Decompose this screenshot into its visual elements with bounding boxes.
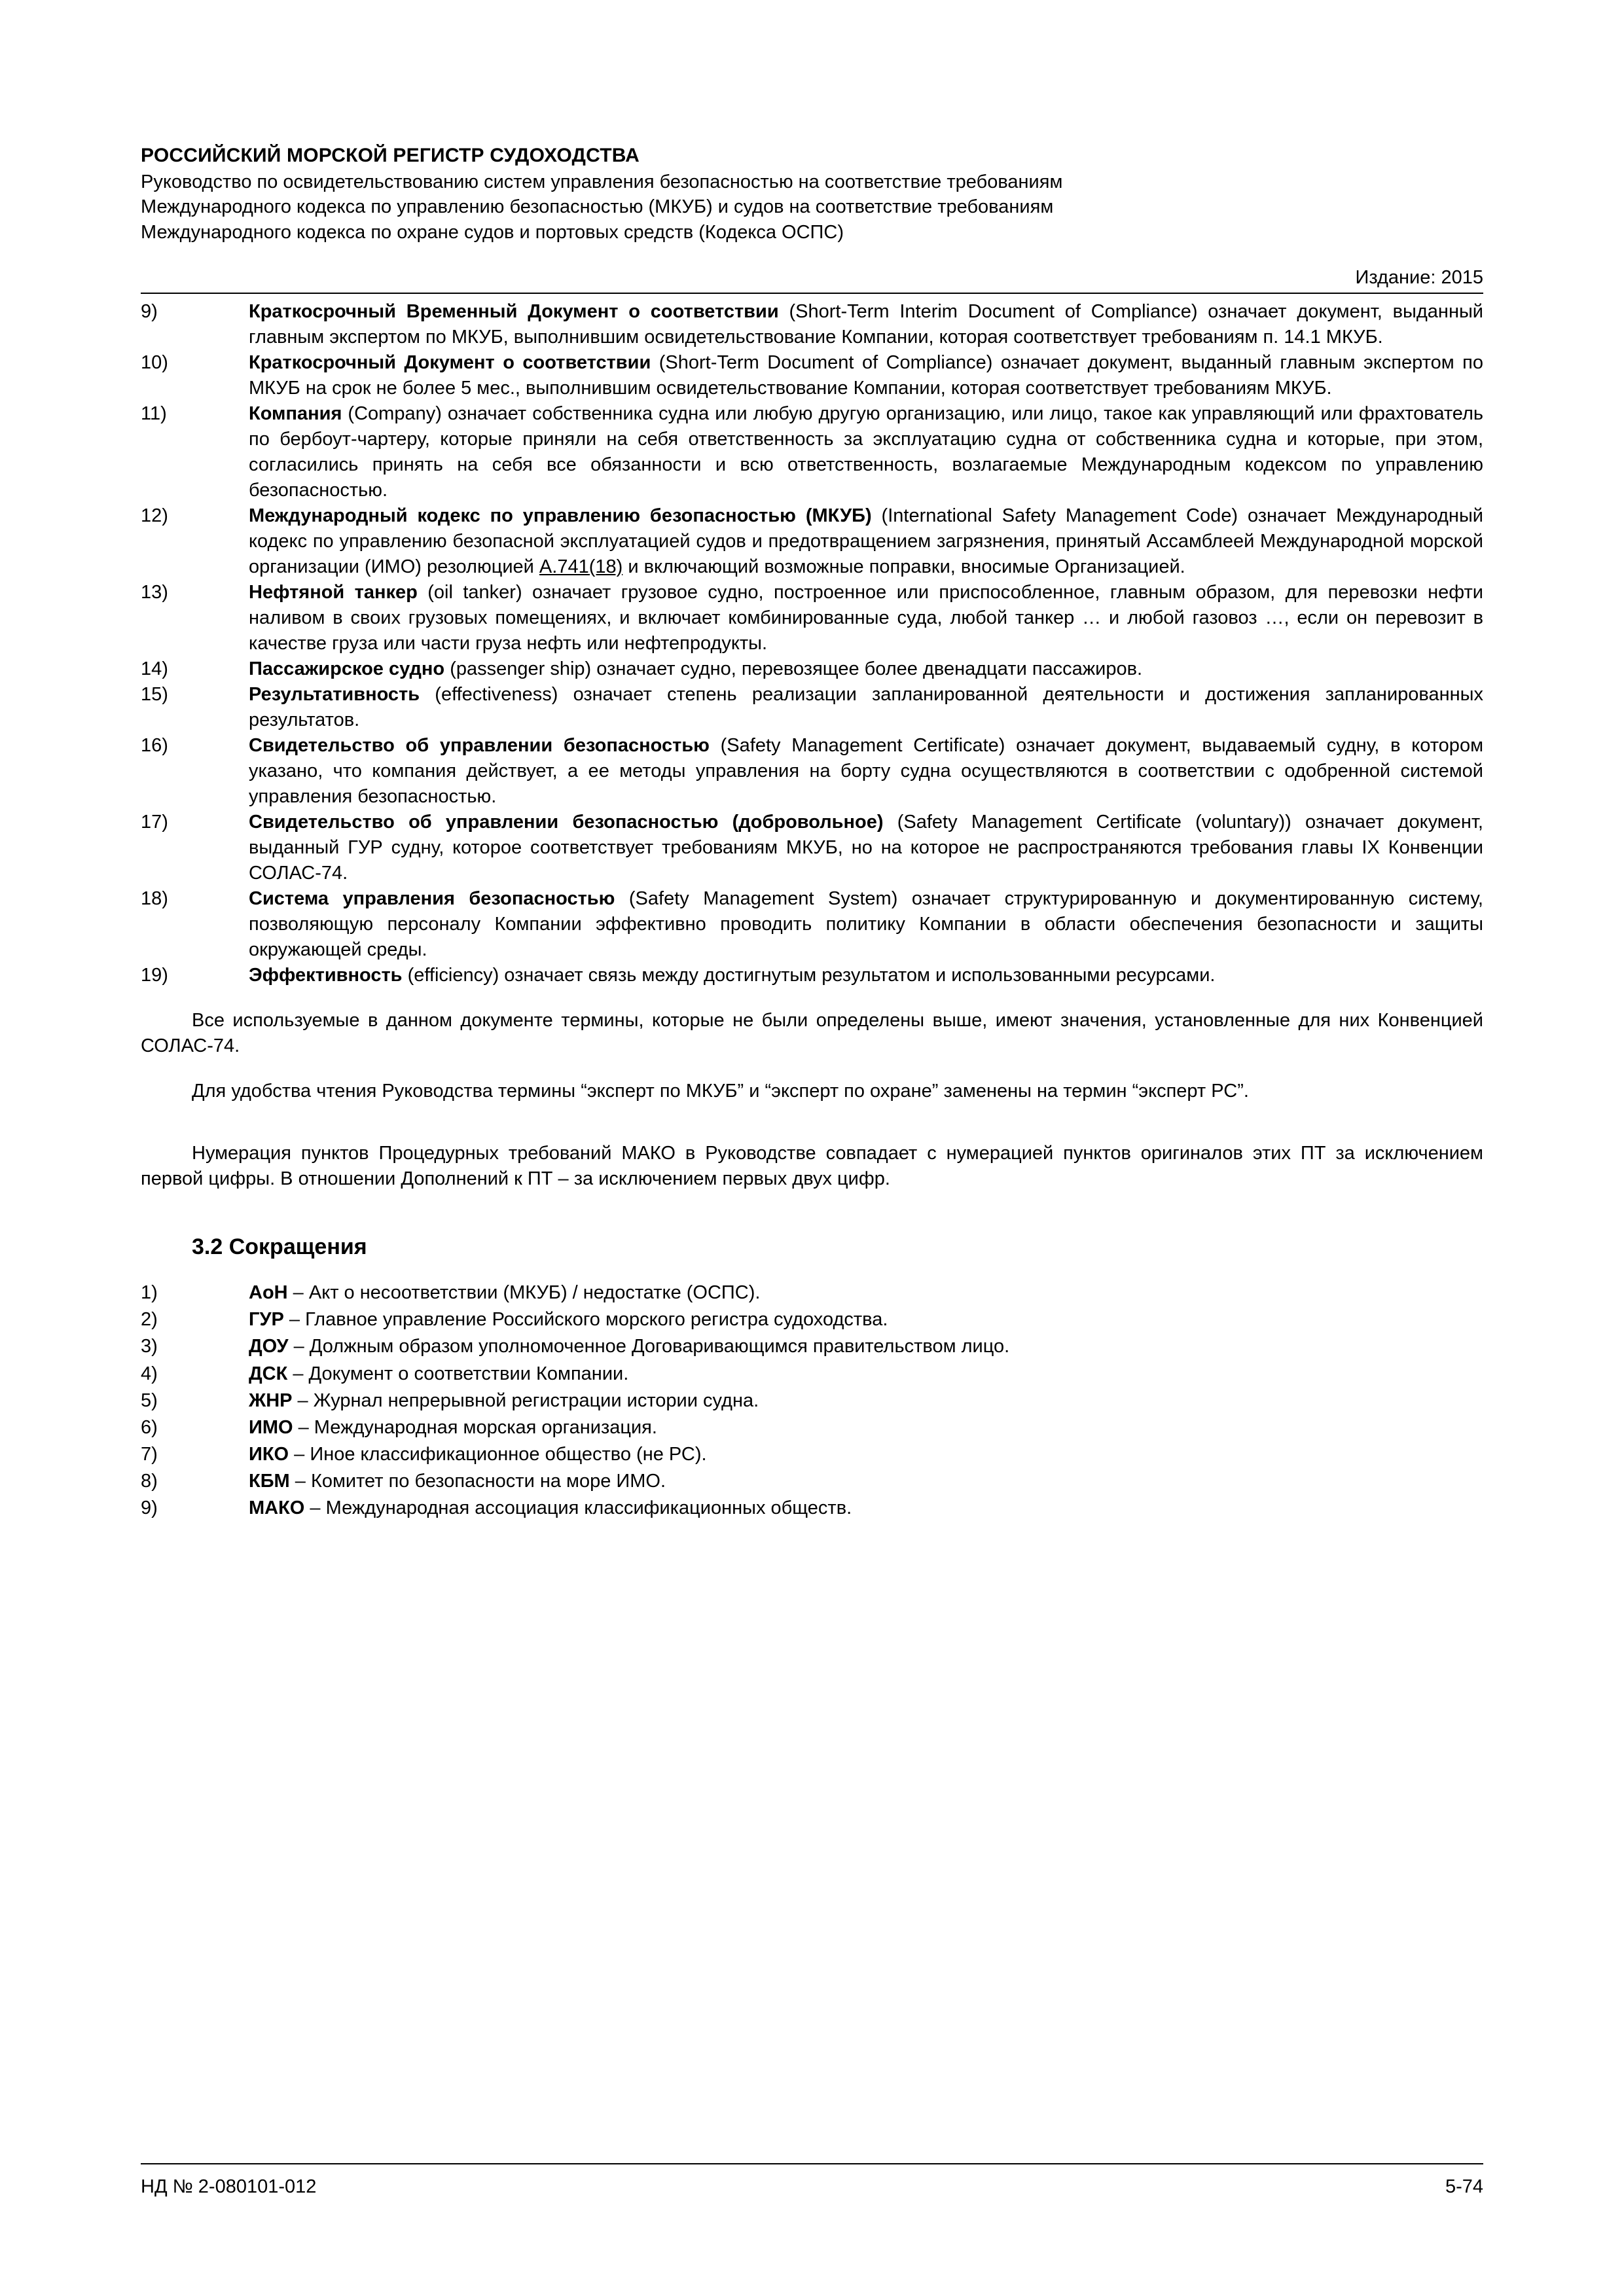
abbreviation-code: ГУР bbox=[249, 1309, 284, 1331]
abbreviation-meaning: – Журнал непрерывной регистрации истории судна. bbox=[292, 1390, 759, 1411]
footer-divider bbox=[141, 2163, 1483, 2164]
definition-body: (Safety Management System) означает структурированную и документированную систему, позволяющую персоналу Компании эффективно проводить политику Компании в области обеспечения безопасности и защиты окружающей среды. bbox=[249, 888, 1483, 960]
header-divider bbox=[141, 293, 1483, 294]
abbreviation-text bbox=[249, 1468, 1483, 1495]
definition-body: (passenger ship) означает судно, перевозящее более двенадцати пассажиров. bbox=[444, 658, 1143, 679]
definition-term: Краткосрочный Документ о соответствии bbox=[249, 351, 651, 373]
abbreviation-code: КБМ bbox=[249, 1471, 290, 1492]
abbreviation-text bbox=[249, 1414, 1483, 1441]
definition-item bbox=[141, 503, 1483, 580]
definition-body: (Company) означает собственника судна или любую другую организацию, или лицо, такое как управляющий или фрахтователь по бербоут-чартеру, которые приняли на себя ответственность за эксплуатацию судна от собственника судна и которые, при этом, согласились принять на себя все обязанности и всю ответственность, возлагаемые Международным кодексом по управлению безопасностью. bbox=[249, 403, 1483, 501]
abbreviation-meaning: – Главное управление Российского морского регистра судоходства. bbox=[283, 1309, 888, 1331]
definition-item bbox=[141, 350, 1483, 401]
definition-item bbox=[141, 886, 1483, 963]
paragraph-terms-note: Все используемые в данном документе термины, которые не были определены выше, имеют значения, установленные для них Конвенцией СОЛАС-74. bbox=[141, 1009, 1483, 1056]
page-number: 5-74 bbox=[1445, 2176, 1483, 2197]
definition-body: (International Safety Management Code) означает Международный кодекс по управлению безопасной эксплуатацией судов и предотвращением загрязнения, принятый Ассамблеей Международной морской организации (ИМО) резолюцией bbox=[249, 505, 1483, 577]
definition-term: Краткосрочный Временный Документ о соответствии bbox=[249, 300, 779, 322]
definition-term: Пассажирское судно bbox=[249, 658, 445, 679]
document-subtitle bbox=[141, 170, 1483, 245]
definition-number: 13) bbox=[141, 581, 168, 603]
definition-term: Международный кодекс по управлению безопасностью (МКУБ) bbox=[249, 505, 872, 526]
abbreviation-text bbox=[249, 1441, 1483, 1468]
definition-item bbox=[141, 810, 1483, 886]
abbreviation-code: ДОУ bbox=[249, 1336, 289, 1357]
subtitle-line-3: Международного кодекса по охране судов и портовых средств (Кодекса ОСПС) bbox=[141, 221, 844, 243]
abbreviation-item bbox=[141, 1306, 1483, 1333]
definition-item bbox=[141, 682, 1483, 733]
definition-text bbox=[249, 733, 1483, 810]
resolution-link[interactable]: А.741(18) bbox=[539, 556, 623, 577]
abbreviation-meaning: – Должным образом уполномоченное Договаривающимся правительством лицо. bbox=[288, 1336, 1010, 1357]
definition-item bbox=[141, 656, 1483, 682]
definition-text bbox=[249, 886, 1483, 963]
paragraph-numbering-note: Нумерация пунктов Процедурных требований МАКО в Руководстве совпадает с нумерацией пунктов оригиналов этих ПТ за исключением первой цифры. В отношении Дополнений к ПТ – за исключением первых двух цифр. bbox=[141, 1142, 1483, 1189]
abbreviation-number: 3) bbox=[141, 1336, 158, 1357]
definition-text bbox=[249, 299, 1483, 350]
abbreviation-item bbox=[141, 1495, 1483, 1522]
abbreviation-number: 7) bbox=[141, 1444, 158, 1465]
abbreviation-code: МАКО bbox=[249, 1498, 305, 1519]
definition-number: 9) bbox=[141, 300, 158, 322]
definition-number: 16) bbox=[141, 734, 168, 756]
abbreviation-code: ИКО bbox=[249, 1444, 289, 1465]
abbreviation-code: ИМО bbox=[249, 1416, 293, 1438]
document-header bbox=[141, 143, 1483, 245]
definition-number: 19) bbox=[141, 964, 168, 986]
definition-text bbox=[249, 350, 1483, 401]
abbreviation-item bbox=[141, 1388, 1483, 1414]
definition-text bbox=[249, 682, 1483, 733]
definition-text bbox=[249, 656, 1483, 682]
paragraph-expert-note: Для удобства чтения Руководства термины “эксперт по МКУБ” и “эксперт по охране” заменены на термин “эксперт РС”. bbox=[192, 1080, 1249, 1102]
abbreviation-meaning: – Комитет по безопасности на море ИМО. bbox=[289, 1471, 666, 1492]
edition-label: Издание: 2015 bbox=[1355, 266, 1483, 288]
definition-item bbox=[141, 299, 1483, 350]
definition-number: 11) bbox=[141, 403, 167, 424]
abbreviation-number: 6) bbox=[141, 1416, 158, 1438]
abbreviation-meaning: – Международная морская организация. bbox=[293, 1416, 657, 1438]
definition-item bbox=[141, 580, 1483, 656]
definition-term: Система управления безопасностью bbox=[249, 888, 615, 909]
abbreviations-list bbox=[141, 1280, 1483, 1522]
definition-body: (Safety Management Certificate (voluntary)) означает документ, выданный ГУР судну, которое соответствует требованиям МКУБ, но на которое не распространяются требования главы IX Конвенции СОЛАС-74. bbox=[249, 811, 1483, 884]
definition-body: (Short-Term Document of Compliance) означает документ, выданный главным экспертом по МКУБ на срок не более 5 мес., выполнившим освидетельствование Компании, которая соответствует требованиям МКУБ. bbox=[249, 351, 1484, 399]
abbreviation-meaning: – Иное классификационное общество (не РС). bbox=[289, 1444, 707, 1465]
definition-term: Результативность bbox=[249, 683, 420, 705]
abbreviation-meaning: – Акт о несоответствии (МКУБ) / недостатке (ОСПС). bbox=[287, 1282, 761, 1303]
abbreviation-number: 4) bbox=[141, 1363, 158, 1384]
definition-item bbox=[141, 963, 1483, 988]
definition-text bbox=[249, 810, 1483, 886]
section-title-abbreviations: 3.2 Сокращения bbox=[192, 1234, 367, 1259]
definition-term: Нефтяной танкер bbox=[249, 581, 418, 603]
definition-number: 12) bbox=[141, 505, 168, 526]
abbreviation-text bbox=[249, 1361, 1483, 1388]
abbreviation-number: 1) bbox=[141, 1282, 158, 1303]
abbreviation-item bbox=[141, 1333, 1483, 1360]
subtitle-line-2: Международного кодекса по управлению безопасностью (МКУБ) и судов на соответствие требованиям bbox=[141, 196, 1054, 218]
abbreviation-number: 9) bbox=[141, 1498, 158, 1519]
definition-number: 14) bbox=[141, 658, 168, 679]
abbreviation-item bbox=[141, 1468, 1483, 1495]
abbreviation-text bbox=[249, 1306, 1483, 1333]
definition-number: 17) bbox=[141, 811, 168, 833]
definition-body: (oil tanker) означает грузовое судно, построенное или приспособленное, главным образом, для перевозки нефти наливом в своих грузовых помещениях, и включает комбинированные суда, любой танкер … и любой газовоз …, если он перевозит в качестве груза или части груза нефть или нефтепродукты. bbox=[249, 581, 1483, 654]
definition-term: Свидетельство об управлении безопасностью (добровольное) bbox=[249, 811, 884, 833]
abbreviation-number: 5) bbox=[141, 1390, 158, 1411]
abbreviation-code: ДСК bbox=[249, 1363, 288, 1384]
definition-item bbox=[141, 733, 1483, 810]
abbreviation-text bbox=[249, 1388, 1483, 1414]
abbreviation-code: ЖНР bbox=[249, 1390, 293, 1411]
document-number: НД № 2-080101-012 bbox=[141, 2176, 317, 2197]
page-footer bbox=[141, 2163, 1483, 2198]
abbreviation-item bbox=[141, 1441, 1483, 1468]
abbreviation-item bbox=[141, 1280, 1483, 1306]
definition-text bbox=[249, 580, 1483, 656]
definition-item bbox=[141, 401, 1483, 503]
abbreviation-number: 2) bbox=[141, 1309, 158, 1331]
definition-number: 15) bbox=[141, 683, 168, 705]
definitions-list bbox=[141, 299, 1483, 988]
definition-term: Эффективность bbox=[249, 964, 403, 986]
abbreviation-item bbox=[141, 1361, 1483, 1388]
abbreviation-text bbox=[249, 1495, 1483, 1522]
abbreviation-number: 8) bbox=[141, 1471, 158, 1492]
definition-text bbox=[249, 401, 1483, 503]
organization-title: РОССИЙСКИЙ МОРСКОЙ РЕГИСТР СУДОХОДСТВА bbox=[141, 145, 640, 166]
definition-number: 18) bbox=[141, 888, 168, 909]
definition-body: (Safety Management Certificate) означает документ, выдаваемый судну, в котором указано, что компания действует, а ее методы управления на борту судна осуществляются в соответствии с одобренной системой управления безопасностью. bbox=[249, 734, 1484, 807]
abbreviation-text bbox=[249, 1280, 1483, 1306]
abbreviation-code: АоН bbox=[249, 1282, 288, 1303]
subtitle-line-1: Руководство по освидетельствованию систем управления безопасностью на соответствие требованиям bbox=[141, 171, 1063, 192]
definition-body-after: и включающий возможные поправки, вносимые Организацией. bbox=[623, 556, 1185, 577]
definition-term: Компания bbox=[249, 403, 342, 424]
definition-body: (Short-Term Interim Document of Compliance) означает документ, выданный главным экспертом по МКУБ, выполнившим освидетельствование Компании, которая соответствует требованиям п. 14.1 МКУБ. bbox=[249, 300, 1484, 348]
abbreviation-meaning: – Международная ассоциация классификационных обществ. bbox=[304, 1498, 852, 1519]
definition-body: (efficiency) означает связь между достигнутым результатом и использованными ресурсами. bbox=[402, 964, 1216, 986]
definition-text bbox=[249, 963, 1483, 988]
definition-text bbox=[249, 503, 1483, 580]
abbreviation-meaning: – Документ о соответствии Компании. bbox=[287, 1363, 629, 1384]
definition-number: 10) bbox=[141, 351, 168, 373]
abbreviation-text bbox=[249, 1333, 1483, 1360]
definition-body: (effectiveness) означает степень реализации запланированной деятельности и достижения запланированных результатов. bbox=[249, 683, 1483, 730]
definition-term: Свидетельство об управлении безопасностью bbox=[249, 734, 710, 756]
abbreviation-item bbox=[141, 1414, 1483, 1441]
